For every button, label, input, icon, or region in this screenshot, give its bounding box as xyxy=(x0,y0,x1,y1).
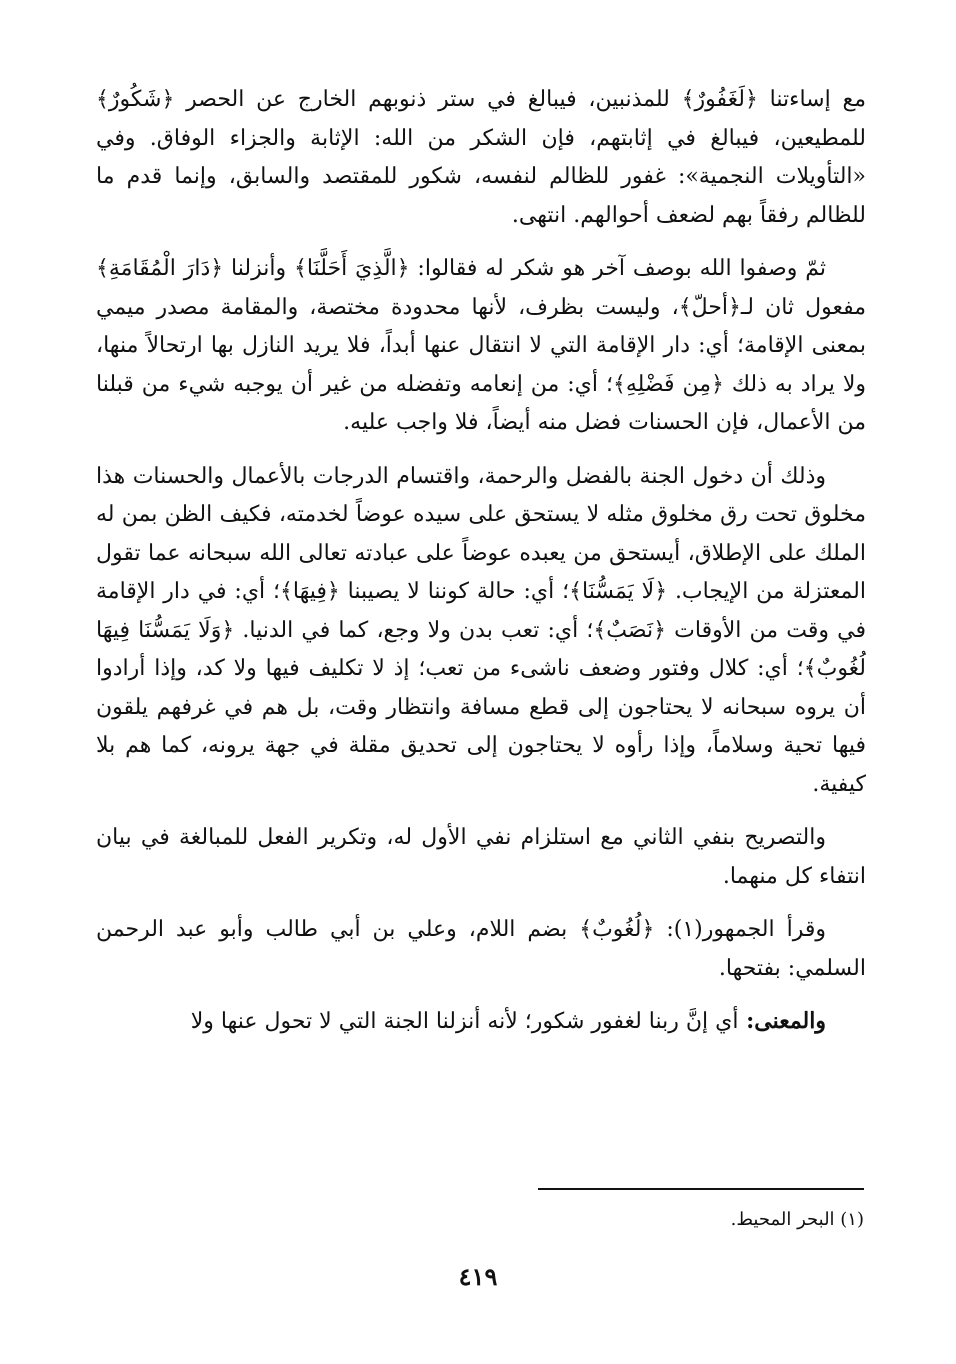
paragraph-1 xyxy=(96,80,866,235)
paragraph-6 xyxy=(96,1002,866,1042)
paragraph-1-text: مع إساءتنا ﴿لَغَفُورٌ﴾ للمذنبين، فيبالغ في ستر ذنوبهم الخارج عن الحصر ﴿شَكُورٌ﴾ للمطيعين، فيبالغ في إثابتهم، فإن الشكر من الله: الإثابة والجزاء الوفاق. وفي «التأويلات النجمية»: غفور للظالم لنفسه، شكور للمقتصد والسابق، وإنما قدم ما للظالم رفقاً بهم لضعف أحوالهم. انتهى. xyxy=(96,87,866,228)
paragraph-2-text: ثمّ وصفوا الله بوصف آخر هو شكر له فقالوا: ﴿الَّذِيَ أَحَلَّنَا﴾ وأنزلنا ﴿دَارَ الْمُقَامَةِ﴾ مفعول ثان لـ﴿أحلّ﴾، وليست بظرف، لأنها محدودة مختصة، والمقامة مصدر ميمي بمعنى الإقامة؛ أي: دار الإقامة التي لا انتقال عنها أبداً، فلا يريد النازل بها ارتحالاً منها، ولا يراد به ذلك ﴿مِن فَضْلِهِ﴾؛ أي: من إنعامه وتفضله من غير أن يوجبه شيء من قبلنا من الأعمال، فإن الحسنات فضل منه أيضاً، فلا واجب عليه. xyxy=(96,256,866,435)
paragraph-3 xyxy=(96,457,866,805)
paragraph-5-text: وقرأ الجمهور(١): ﴿لُغُوبٌ﴾ بضم اللام، وعلي بن أبي طالب وأبو عبد الرحمن السلمي: بفتحها. xyxy=(96,917,866,981)
paragraph-6-text: أي إنَّ ربنا لغفور شكور؛ لأنه أنزلنا الجنة التي لا تحول عنها ولا xyxy=(190,1009,739,1034)
paragraph-6-lead: والمعنى: xyxy=(738,1008,826,1034)
paragraph-5 xyxy=(96,910,866,988)
page-number: ٤١٩ xyxy=(458,1262,498,1291)
footnote-divider xyxy=(538,1188,864,1190)
paragraph-4 xyxy=(96,818,866,896)
page-body xyxy=(96,80,866,1056)
paragraph-2 xyxy=(96,249,866,443)
paragraph-3-text: وذلك أن دخول الجنة بالفضل والرحمة، واقتسام الدرجات بالأعمال والحسنات هذا مخلوق تحت رق مخلوق مثله لا يستحق على سيده عوضاً لخدمته، فكيف الظن بمن له الملك على الإطلاق، أيستحق من يعبده عوضاً على عبادته تعالى الله سبحانه عما تقول المعتزلة من الإيجاب. ﴿لَا يَمَسُّنَا﴾؛ أي: حالة كوننا لا يصيبنا ﴿فِيهَا﴾؛ أي: في دار الإقامة في وقت من الأوقات ﴿نَصَبٌ﴾؛ أي: تعب بدن ولا وجع، كما في الدنيا. ﴿وَلَا يَمَسُّنَا فِيهَا لُغُوبٌ﴾؛ أي: كلال وفتور وضعف ناشىء من تعب؛ إذ لا تكليف فيها ولا كد، وإذا أرادوا أن يروه سبحانه لا يحتاجون إلى قطع مسافة وانتظار وقت، بل هم في غرفهم يلقون فيها تحية وسلاماً، وإذا رأوه لا يحتاجون إلى تحديق مقلة في جهة يرونه، كما هم بلا كيفية. xyxy=(96,463,866,797)
footnote: (١) البحر المحيط. xyxy=(730,1209,864,1230)
paragraph-4-text: والتصريح بنفي الثاني مع استلزام نفي الأول له، وتكرير الفعل للمبالغة في بيان انتفاء كل منهما. xyxy=(96,825,866,889)
